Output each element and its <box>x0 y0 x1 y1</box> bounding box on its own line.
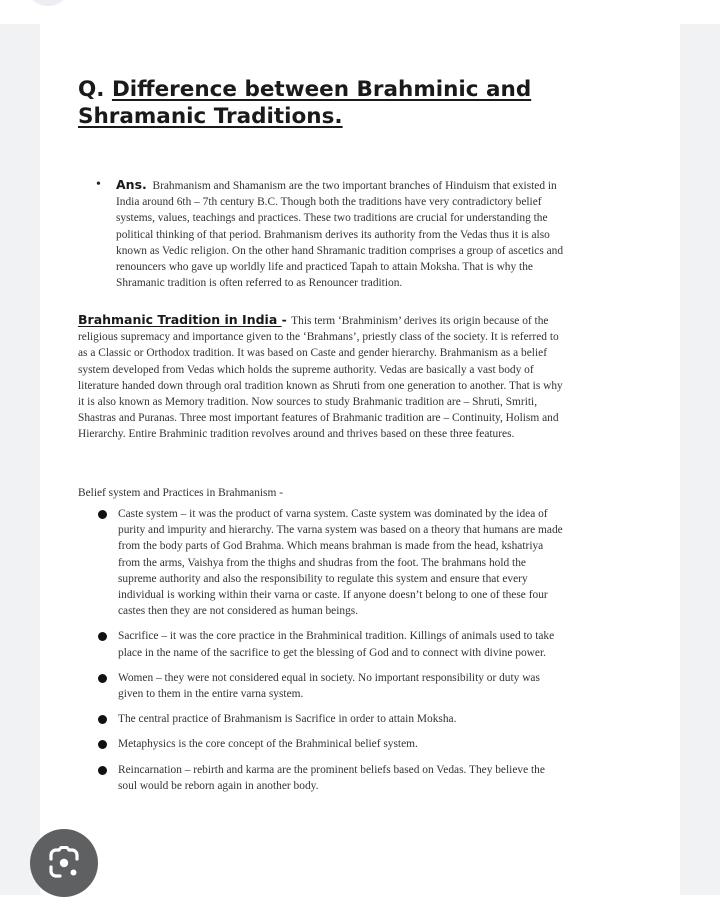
list-item <box>96 670 566 702</box>
avatar-partial <box>28 0 68 6</box>
bullet-icon <box>98 674 107 683</box>
google-lens-button[interactable] <box>30 829 98 897</box>
answer-text: Brahmanism and Shamanism are the two important branches of Hinduism that existed in India around 6th – 7th century B.C. Though both the traditions have very contradictory belief systems, values, teachings and practices. These two traditions are crucial for understanding the political thinking of that period. Brahmanism derives its authority from the Vedas thus it is also known as Vedic religion. On the other hand Shramanic tradition comprises a group of ascetics and renouncers who gave up worldly life and practiced Tapah to attain Moksha. That is why the Shramanic tradition is often referred to as Renouncer tradition. <box>116 180 564 290</box>
answer-paragraph <box>96 177 564 291</box>
bullet-icon <box>98 510 107 519</box>
list-item-text: Metaphysics is the core concept of the Brahminical belief system. <box>118 738 418 751</box>
bullet-icon <box>98 632 107 641</box>
list-item <box>96 506 566 619</box>
list-item-text: Reincarnation – rebirth and karma are the prominent beliefs based on Vedas. They believe the soul would be reborn again in another body. <box>118 763 545 792</box>
answer-label: Ans. <box>116 177 147 192</box>
list-item <box>96 711 566 727</box>
section-text: This term ‘Brahminism’ derives its origin because of the religious supremacy and importance given to the ‘Brahmans’, priestly class of the society. It is referred to as a Classic or Orthodox tradition. It was based on Caste and gender hierarchy. Brahmanism as a belief system developed from Vedas which holds the supreme authority. Vedas are basically a vast body of literature handed down through oral tradition known as Shruti from one generation to another. That is why it is also known as Memory tradition. Now sources to study Brahmanic tradition are – Shruti, Smriti, Shastras and Puranas. Three most important features of Brahmanic tradition are – Continuity, Holism and Hierarchy. Entire Brahminic tradition revolves around and thrives based on these three features. <box>78 315 563 441</box>
bullet-icon <box>98 766 107 775</box>
list-item-text: The central practice of Brahmanism is Sacrifice in order to attain Moksha. <box>118 713 457 726</box>
right-margin <box>680 24 720 895</box>
list-item-text: Women – they were not considered equal in society. No important responsibility or duty was given to them in the entire varna system. <box>118 671 540 701</box>
title-text: Difference between Brahminic and Shramanic Traditions. <box>78 77 532 129</box>
beliefs-list <box>96 506 566 803</box>
list-item-text: Sacrifice – it was the core practice in the Brahminical tradition. Killings of animals used to take place in the name of the sacrifice to get the blessing of God and to connect with divine power. <box>118 630 555 659</box>
beliefs-heading: Belief system and Practices in Brahmanism - <box>78 487 283 499</box>
list-item <box>96 762 566 794</box>
page-title <box>78 76 558 130</box>
brahmanic-section <box>78 312 564 443</box>
list-item <box>96 628 566 660</box>
title-prefix: Q. <box>78 77 112 102</box>
bullet-icon <box>98 715 107 724</box>
top-bar <box>0 0 720 24</box>
section-dash: - <box>281 312 292 327</box>
list-item <box>96 736 566 752</box>
left-margin <box>0 24 40 895</box>
list-item-text: Caste system – it was the product of varna system. Caste system was dominated by the idea of purity and impurity and hierarchy. The varna system was based on a theory that humans are made from the body parts of God Brahma. Which means brahman is made from the head, kshatriya from the arms, Vaishya from the thighs and shudras from the foot. The brahmans hold the supreme authority and also the responsibility to regulate this system and ensure that every individual is working within their varna or caste. If anyone doesn’t belong to one of these four castes then they are not considered as human beings. <box>118 508 563 618</box>
bullet-icon <box>98 740 107 749</box>
google-lens-icon <box>47 846 81 880</box>
section-heading: Brahmanic Tradition in India <box>78 312 282 327</box>
bullet-icon: • <box>96 177 101 192</box>
